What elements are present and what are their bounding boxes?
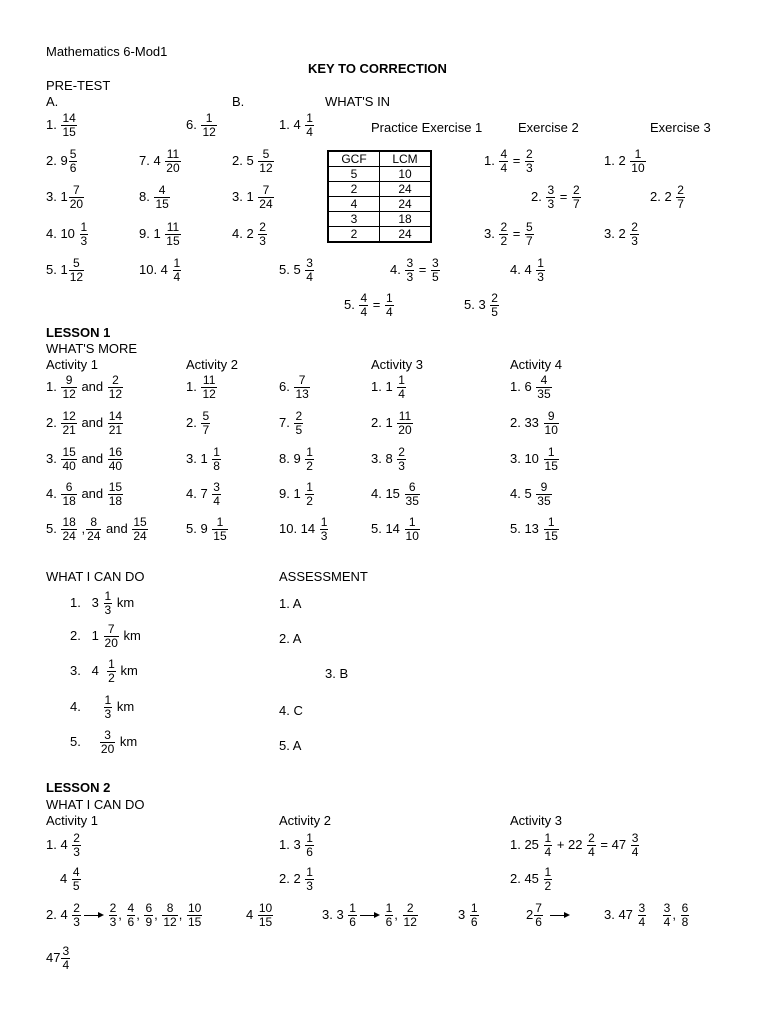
l2a1-item1b: 4 $\frac{4}{5}$ — [60, 865, 80, 893]
l1a1-item1: 1. $\frac{9}{12}$ and $\frac{2}{12}$ — [46, 373, 123, 401]
pretest-b1: 1. 4 $\frac{1}{4}$ — [279, 111, 313, 139]
l1-what-i-can-do-heading: WHAT I CAN DO — [46, 569, 145, 584]
pretest-col-b: B. — [232, 94, 245, 109]
practice-exercise-1: Practice Exercise 1 — [371, 120, 483, 135]
table-cell: 2 — [328, 227, 380, 243]
l1a2-item1: 1. $\frac{11}{12}$ — [186, 373, 216, 401]
pretest-a4: 4. 10 $\frac{1}{3}$ — [46, 220, 88, 248]
pretest-col-a: A. — [46, 94, 59, 109]
assessment-item1: 1. A — [279, 596, 302, 611]
l2a2-item3-extra: 2 $\frac{7}{6}$ — [526, 902, 570, 929]
pretest-b4: 4. 2 $\frac{2}{3}$ — [232, 220, 266, 248]
table-row — [328, 212, 431, 227]
ex3-item4: 4. 4 $\frac{1}{3}$ — [510, 256, 544, 284]
table-row — [328, 167, 431, 182]
assessment-item3: 3. B — [325, 666, 349, 681]
ex2-item4: 4. $\frac{3}{3}$ = $\frac{3}{5}$ — [390, 256, 439, 284]
l1a4-item1: 1. 6 $\frac{4}{35}$ — [510, 373, 551, 401]
l2a3-item3: 3. 47 $\frac{3}{4}$ $\frac{3}{4}$ , $\frac{6}{8}$ — [604, 901, 689, 929]
arrow-icon — [360, 915, 378, 916]
table-row — [328, 182, 431, 197]
l2a3-item3-result: 47 $\frac{3}{4}$ — [46, 944, 70, 972]
assessment-heading: ASSESSMENT — [279, 569, 368, 584]
l1-activity3-heading: Activity 3 — [371, 357, 424, 372]
ex3-item2: 2. 2 $\frac{2}{7}$ — [650, 183, 684, 211]
pretest-a10: 10. 4 $\frac{1}{4}$ — [139, 256, 181, 284]
pretest-b3: 3. 1 $\frac{7}{24}$ — [232, 183, 273, 211]
pretest-b5: 5. 5 $\frac{3}{4}$ — [279, 256, 313, 284]
l1a1-item2: 2. $\frac{12}{21}$ and $\frac{14}{21}$ — [46, 409, 123, 437]
l2a3-item2: 2. 45 $\frac{1}{2}$ — [510, 865, 552, 893]
table-cell: 4 — [328, 197, 380, 212]
pretest-a8: 8. $\frac{4}{15}$ — [139, 183, 169, 211]
table-row — [328, 227, 431, 243]
l1-activity1-heading: Activity 1 — [46, 357, 99, 372]
page-title: KEY TO CORRECTION — [308, 61, 447, 76]
l2-what-i-can-do-heading: WHAT I CAN DO — [46, 797, 145, 812]
ex3-item5: 5. 3 $\frac{2}{5}$ — [464, 291, 498, 319]
l2-activity1-heading: Activity 1 — [46, 813, 99, 828]
ex2-item1: 1. $\frac{4}{4}$ = $\frac{2}{3}$ — [484, 147, 533, 175]
table-row — [328, 197, 431, 212]
table-cell: 24 — [380, 227, 432, 243]
table-cell: 24 — [380, 197, 432, 212]
course-title: Mathematics 6-Mod1 — [46, 44, 168, 59]
l1a3-item5: 5. 14 $\frac{1}{10}$ — [371, 515, 419, 543]
table-cell: 10 — [380, 167, 432, 182]
l1a2-item10: 10. 14 $\frac{1}{3}$ — [279, 515, 328, 543]
whats-more-heading: WHAT'S MORE — [46, 341, 138, 356]
l1a2-item4: 4. 7 $\frac{3}{4}$ — [186, 480, 220, 508]
wicd-item2: 2. 1 $\frac{7}{20}$ km — [70, 622, 141, 650]
pretest-a6: 6. $\frac{1}{12}$ — [186, 111, 216, 139]
l1a1-item4: 4. $\frac{6}{18}$ and $\frac{15}{18}$ — [46, 480, 123, 508]
pretest-a2: 2. 9 $\frac{5}{6}$ — [46, 147, 77, 175]
lesson2-heading: LESSON 2 — [46, 780, 111, 795]
l2a2-item3-result: 3 $\frac{1}{6}$ — [458, 901, 478, 929]
table-cell: 24 — [380, 182, 432, 197]
table-cell: 3 — [328, 212, 380, 227]
wicd-item5: 5. $\frac{3}{20}$ km — [70, 728, 138, 756]
l2a2-item1: 1. 3 $\frac{1}{6}$ — [279, 831, 313, 859]
pretest-b2: 2. 5 $\frac{5}{12}$ — [232, 147, 273, 175]
l1a2-item7: 7. $\frac{2}{5}$ — [279, 409, 303, 437]
exercise-2: Exercise 2 — [518, 120, 579, 135]
ex2-item5: 5. $\frac{4}{4}$ = $\frac{1}{4}$ — [344, 291, 393, 319]
wicd-item4: 4. $\frac{1}{3}$ km — [70, 693, 135, 721]
l2a2-item2: 2. 2 $\frac{1}{3}$ — [279, 865, 313, 893]
ex3-item1: 1. 2 $\frac{1}{10}$ — [604, 147, 645, 175]
assessment-item4: 4. C — [279, 703, 303, 718]
table-cell: 5 — [328, 167, 380, 182]
l2a1-item1: 1. 4 $\frac{2}{3}$ — [46, 831, 80, 859]
table-header: GCF — [328, 151, 380, 167]
pretest-a5: 5. 1 $\frac{5}{12}$ — [46, 256, 84, 284]
assessment-item2: 2. A — [279, 631, 302, 646]
arrow-icon — [550, 915, 568, 916]
pretest-a3: 3. 1 $\frac{7}{20}$ — [46, 183, 84, 211]
l1a3-item1: 1. 1 $\frac{1}{4}$ — [371, 373, 405, 401]
l2a2-item3: 3. 3 $\frac{1}{6}$ $\frac{1}{6}$ , $\frac{2}{12}$ — [322, 901, 417, 929]
pretest-a1: 1. $\frac{14}{15}$ — [46, 111, 76, 139]
l1-activity2-heading: Activity 2 — [186, 357, 239, 372]
gcf-lcm-table — [327, 150, 432, 243]
whats-in-heading: WHAT'S IN — [325, 94, 391, 109]
l2-activity3-heading: Activity 3 — [510, 813, 563, 828]
l1a4-item3: 3. 10 $\frac{1}{15}$ — [510, 445, 558, 473]
wicd-item3: 3. 4 $\frac{1}{2}$ km — [70, 657, 138, 685]
l1a2-item2: 2. $\frac{5}{7}$ — [186, 409, 210, 437]
l1a2-item3: 3. 1 $\frac{1}{8}$ — [186, 445, 220, 473]
arrow-icon — [84, 915, 102, 916]
pretest-heading: PRE-TEST — [46, 78, 111, 93]
ex3-item3: 3. 2 $\frac{2}{3}$ — [604, 220, 638, 248]
l1a2-item6: 6. $\frac{7}{13}$ — [279, 373, 309, 401]
table-cell: 18 — [380, 212, 432, 227]
ex2-item2: 2. $\frac{3}{3}$ = $\frac{2}{7}$ — [531, 183, 580, 211]
l2a1-item2-result: 4 $\frac{10}{15}$ — [246, 901, 273, 929]
assessment-item5: 5. A — [279, 738, 302, 753]
l1a2-item9: 9. 1 $\frac{1}{2}$ — [279, 480, 313, 508]
table-header-row — [328, 151, 431, 167]
lesson1-heading: LESSON 1 — [46, 325, 111, 340]
exercise-3: Exercise 3 — [650, 120, 711, 135]
l1a4-item5: 5. 13 $\frac{1}{15}$ — [510, 515, 558, 543]
l1a3-item2: 2. 1 $\frac{11}{20}$ — [371, 409, 412, 437]
table-header: LCM — [380, 151, 432, 167]
pretest-a9: 9. 1 $\frac{11}{15}$ — [139, 220, 180, 248]
l1a4-item2: 2. 33 $\frac{9}{10}$ — [510, 409, 558, 437]
wicd-item1: 1. 3 $\frac{1}{3}$ km — [70, 589, 135, 617]
l1a1-item5: 5. $\frac{18}{24}$ , $\frac{8}{24}$ and $\frac{15}{24}$ — [46, 515, 147, 543]
l2a3-item1: 1. 25 $\frac{1}{4}$ + 22 $\frac{2}{4}$ = 47 $\frac{3}{4}$ — [510, 831, 639, 859]
l1a3-item3: 3. 8 $\frac{2}{3}$ — [371, 445, 405, 473]
l1a2-item8: 8. 9 $\frac{1}{2}$ — [279, 445, 313, 473]
ex2-item3: 3. $\frac{2}{2}$ = $\frac{5}{7}$ — [484, 220, 533, 248]
pretest-a7: 7. 4 $\frac{11}{20}$ — [139, 147, 180, 175]
l1a2-item5: 5. 9 $\frac{1}{15}$ — [186, 515, 227, 543]
l2-activity2-heading: Activity 2 — [279, 813, 332, 828]
l1-activity4-heading: Activity 4 — [510, 357, 563, 372]
l1a4-item4: 4. 5 $\frac{9}{35}$ — [510, 480, 551, 508]
l1a1-item3: 3. $\frac{15}{40}$ and $\frac{16}{40}$ — [46, 445, 123, 473]
l2a1-item2: 2. 4 $\frac{2}{3}$ $\frac{2}{3}$ , $\frac{4}{6}$ , $\frac{6}{9}$ , $\frac{8}{12}$ , $\frac{10}{15}$ — [46, 901, 202, 929]
table-cell: 2 — [328, 182, 380, 197]
l1a3-item4: 4. 15 $\frac{6}{35}$ — [371, 480, 419, 508]
